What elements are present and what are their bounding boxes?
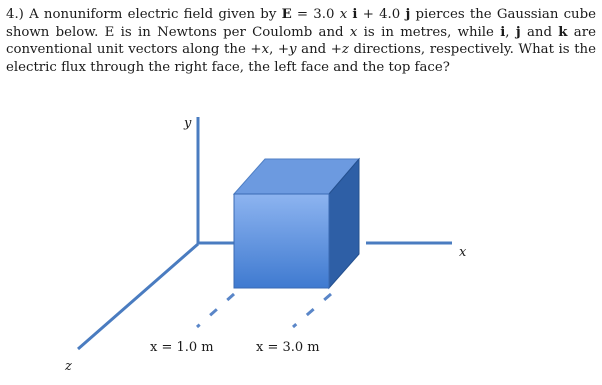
x2-projection-line — [293, 294, 331, 327]
unit-vector-k: k — [558, 24, 568, 40]
problem-text: and — [296, 42, 331, 57]
unit-vector-i: i — [500, 24, 506, 40]
problem-text: and — [520, 24, 559, 40]
problem-text: , — [505, 24, 516, 40]
y-axis-label: y — [184, 116, 192, 131]
x-axis-label: x — [459, 245, 467, 260]
variable-x: x — [339, 7, 348, 22]
problem-text: are conventional unit vectors along the — [6, 24, 596, 57]
problem-text: = 3.0 — [291, 7, 340, 22]
unit-vector-j: j — [515, 24, 521, 40]
z-axis — [78, 244, 198, 349]
x1-position-label: x = 1.0 m — [150, 340, 214, 355]
problem-text: + 4.0 — [357, 7, 406, 22]
x2-position-label: x = 3.0 m — [256, 340, 320, 355]
variable-x: x — [349, 24, 358, 40]
unit-vector-i: i — [352, 7, 358, 22]
x1-projection-line — [197, 294, 234, 327]
cube-front-face — [234, 194, 329, 288]
unit-vector-j: j — [405, 7, 411, 22]
problem-text: A nonuniform electric field given by — [23, 7, 282, 22]
problem-number: 4.) — [6, 7, 24, 22]
problem-text: , — [269, 42, 278, 57]
z-axis-label: z — [65, 359, 72, 374]
problem-text: pierces the Gaussian cube shown below. E is in Newtons per Coulomb and — [6, 7, 597, 40]
field-symbol: E — [281, 7, 292, 22]
direction-y: +y — [277, 42, 297, 57]
direction-z: +z — [330, 42, 349, 57]
direction-x: +x — [250, 42, 270, 57]
problem-text: directions, respectively. What is the electric flux through the right face, the left face and the top face? — [6, 42, 596, 75]
problem-text: is in metres, while — [357, 24, 501, 40]
